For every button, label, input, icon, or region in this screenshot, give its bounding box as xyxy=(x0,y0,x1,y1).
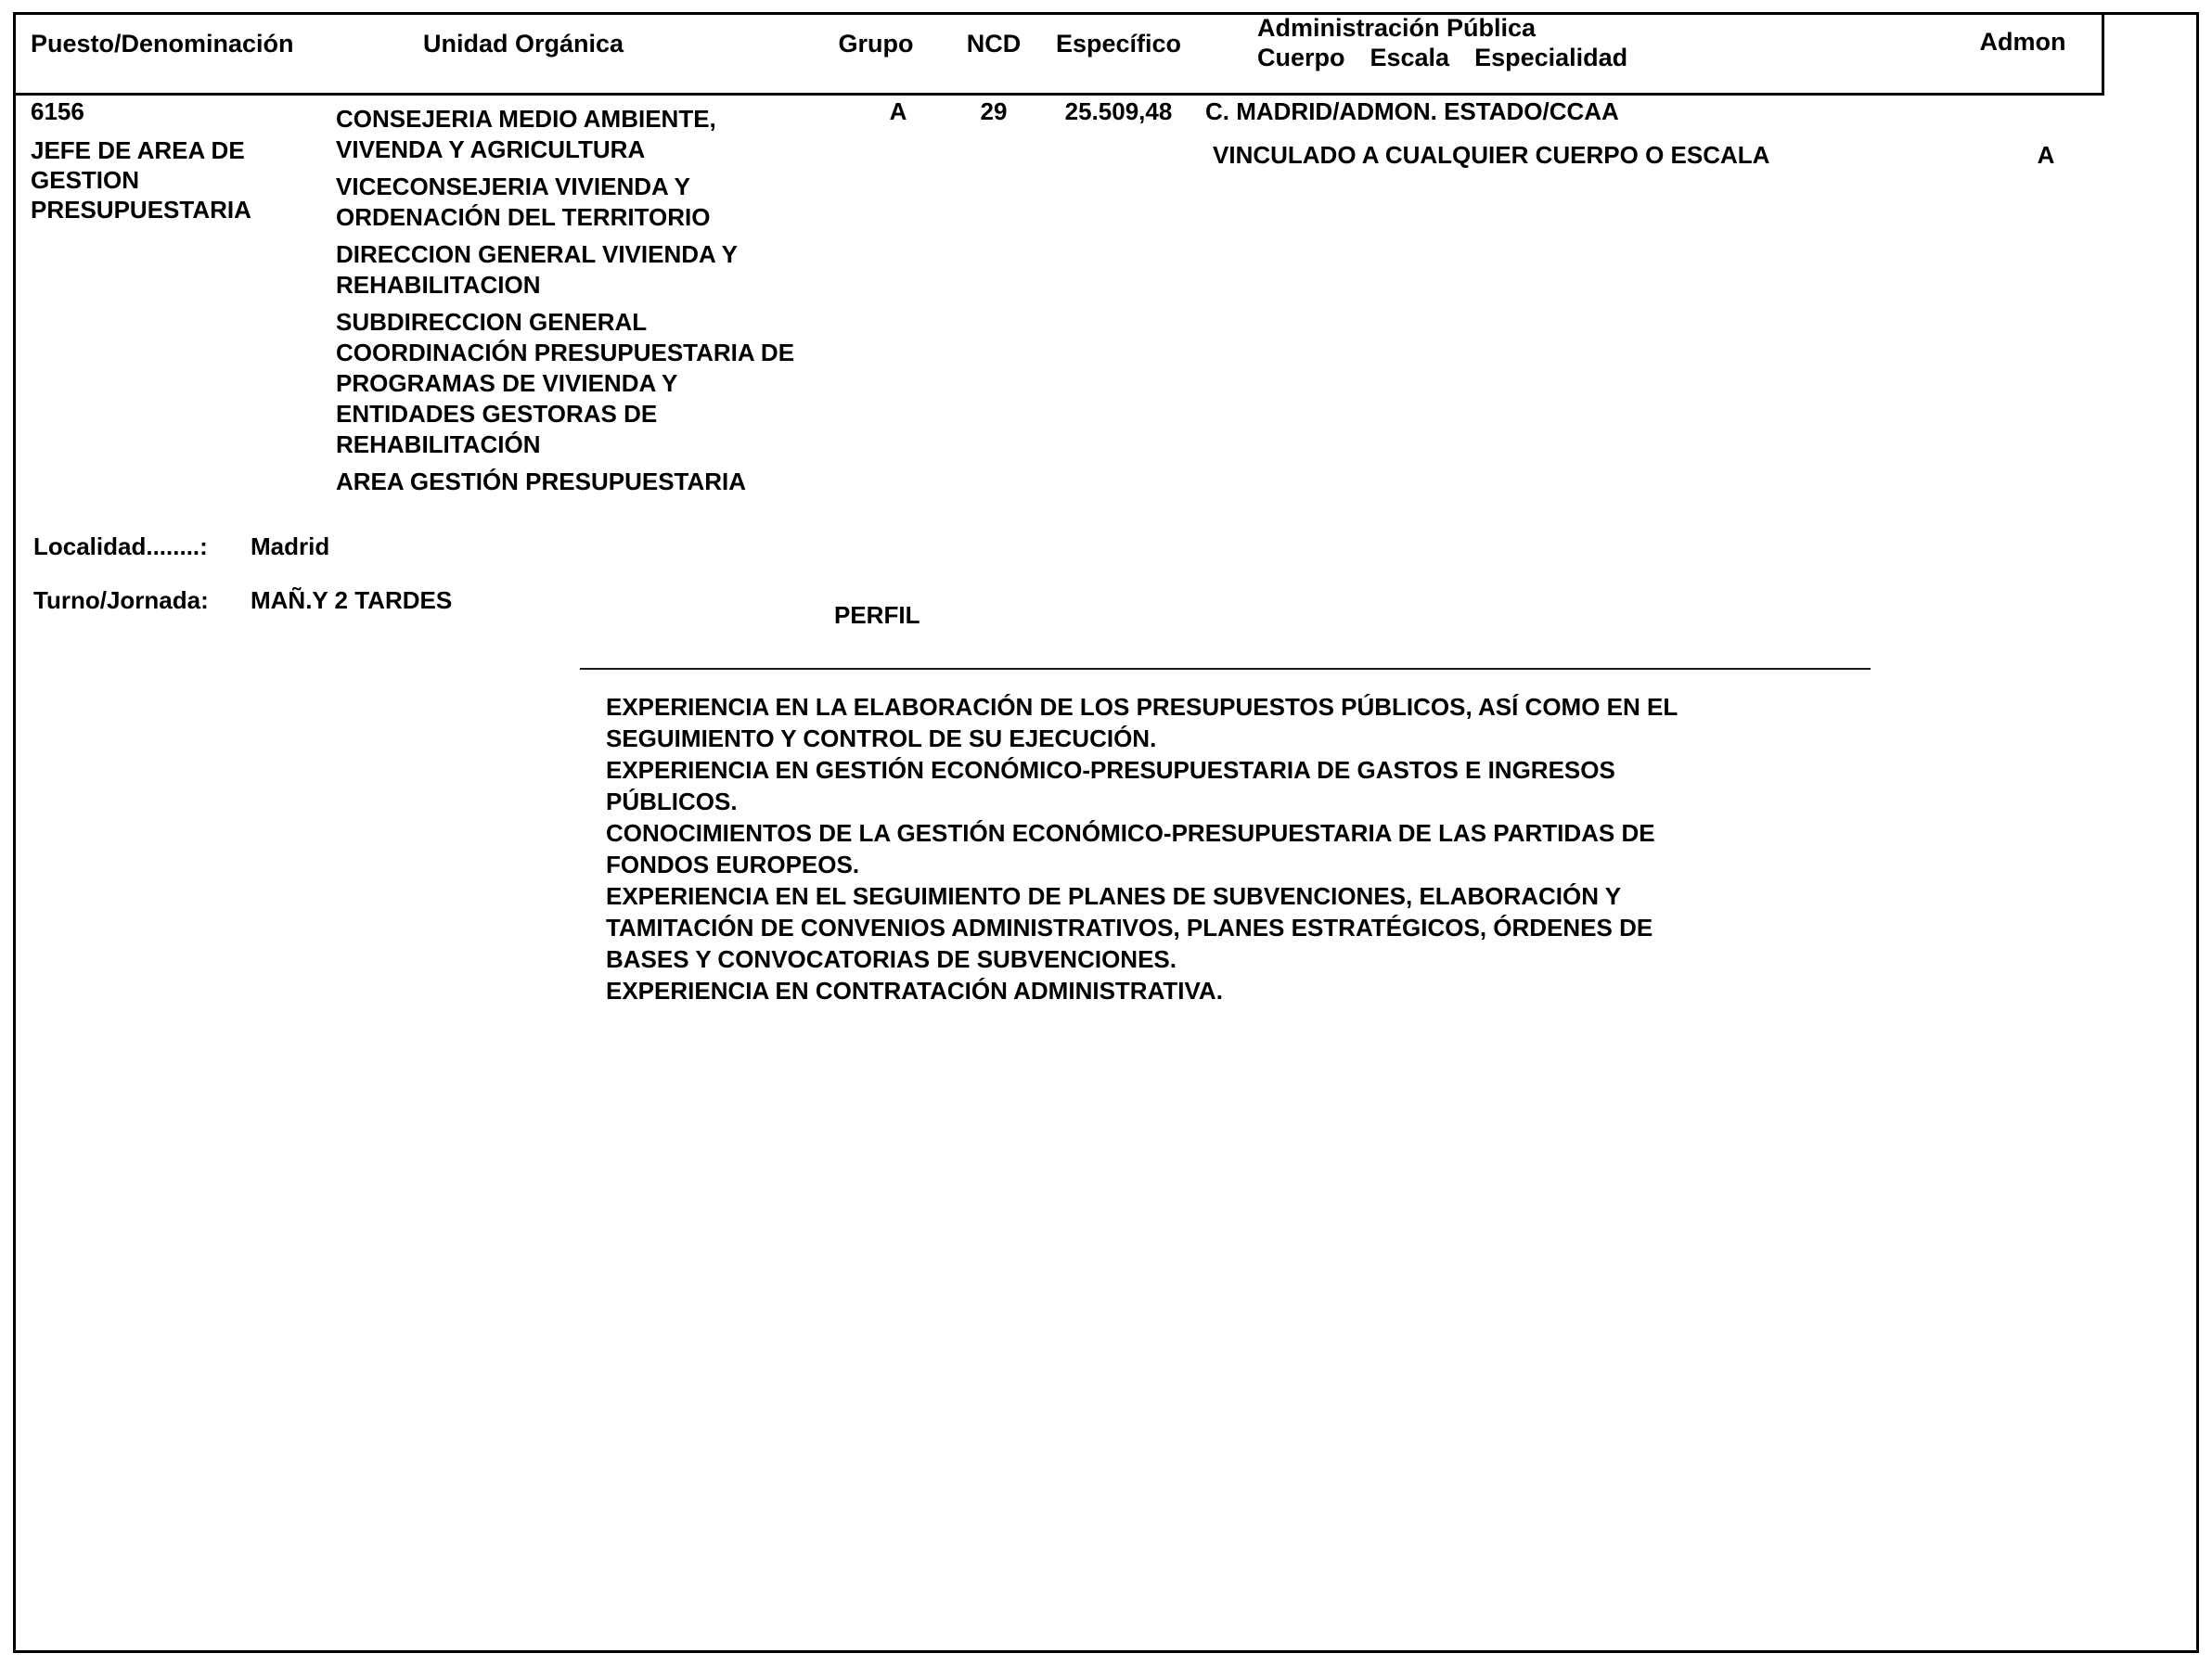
especifico-value: 25.509,48 xyxy=(1064,97,1173,125)
grupo-value: A xyxy=(889,97,907,125)
text-line: EXPERIENCIA EN EL SEGUIMIENTO DE PLANES DE SUBVENCIONES, ELABORACIÓN Y xyxy=(606,882,1622,910)
text-line: PROGRAMAS DE VIVIENDA Y xyxy=(336,369,678,397)
col-header-unidad-organica: Unidad Orgánica xyxy=(423,30,624,58)
col-header-cuerpo: Cuerpo xyxy=(1257,44,1345,71)
text-line: VIVENDA Y AGRICULTURA xyxy=(336,135,646,163)
text-line: ENTIDADES GESTORAS DE xyxy=(336,400,658,428)
col-header-admon: Admon xyxy=(1979,28,2066,56)
col-header-administracion-publica: Administración Pública xyxy=(1257,14,1537,42)
header-right-divider xyxy=(2102,12,2104,96)
organizational-unit xyxy=(336,307,794,460)
col-header-escala: Escala xyxy=(1370,44,1450,71)
vinculacion-value: VINCULADO A CUALQUIER CUERPO O ESCALA xyxy=(1213,141,1770,169)
col-header-especialidad: Especialidad xyxy=(1474,44,1628,71)
admon-value: A xyxy=(2037,141,2055,169)
organizational-unit xyxy=(336,239,794,301)
position-title xyxy=(31,135,251,224)
text-line: CONSEJERIA MEDIO AMBIENTE, xyxy=(336,105,716,133)
text-line: JEFE DE AREA DE xyxy=(31,136,245,164)
text-line: CONOCIMIENTOS DE LA GESTIÓN ECONÓMICO-PRESUPUESTARIA DE LAS PARTIDAS DE xyxy=(606,819,1655,847)
organizational-unit xyxy=(336,104,794,165)
perfil-heading: PERFIL xyxy=(834,601,920,629)
text-line: SUBDIRECCION GENERAL xyxy=(336,308,648,336)
perfil-requirements xyxy=(606,691,1678,1006)
text-line: EXPERIENCIA EN LA ELABORACIÓN DE LOS PRESUPUESTOS PÚBLICOS, ASÍ COMO EN EL xyxy=(606,693,1678,721)
organizational-unit xyxy=(336,172,794,233)
organizational-units xyxy=(336,104,794,504)
organizational-unit xyxy=(336,467,794,497)
position-code: 6156 xyxy=(31,97,84,125)
turno-jornada-value: MAÑ.Y 2 TARDES xyxy=(251,586,453,614)
text-line: FONDOS EUROPEOS. xyxy=(606,851,860,878)
text-line: VICECONSEJERIA VIVIENDA Y xyxy=(336,173,690,200)
turno-jornada-label: Turno/Jornada: xyxy=(33,586,209,614)
text-line: EXPERIENCIA EN GESTIÓN ECONÓMICO-PRESUPUESTARIA DE GASTOS E INGRESOS xyxy=(606,756,1615,784)
text-line: PRESUPUESTARIA xyxy=(31,196,251,224)
text-line: SEGUIMIENTO Y CONTROL DE SU EJECUCIÓN. xyxy=(606,724,1157,752)
text-line: DIRECCION GENERAL VIVIENDA Y xyxy=(336,240,738,268)
header-bottom-rule xyxy=(13,93,2104,96)
administracion-publica-value: C. MADRID/ADMON. ESTADO/CCAA xyxy=(1205,97,1619,125)
text-line: BASES Y CONVOCATORIAS DE SUBVENCIONES. xyxy=(606,945,1177,973)
col-header-especifico: Específico xyxy=(1055,30,1182,58)
text-line: TAMITACIÓN DE CONVENIOS ADMINISTRATIVOS, PLANES ESTRATÉGICOS, ÓRDENES DE xyxy=(606,914,1653,942)
text-line: PÚBLICOS. xyxy=(606,788,738,815)
perfil-rule xyxy=(580,668,1871,670)
localidad-value: Madrid xyxy=(251,532,330,560)
text-line: EXPERIENCIA EN CONTRATACIÓN ADMINISTRATIVA. xyxy=(606,977,1223,1005)
text-line: ORDENACIÓN DEL TERRITORIO xyxy=(336,203,711,231)
text-line: GESTION xyxy=(31,166,140,194)
text-line: REHABILITACION xyxy=(336,271,541,299)
localidad-label: Localidad........: xyxy=(33,532,208,560)
col-header-grupo: Grupo xyxy=(838,30,914,58)
text-line: REHABILITACIÓN xyxy=(336,430,541,458)
col-header-cuerpo-escala-especialidad xyxy=(1257,45,1627,70)
col-header-puesto-denominacion: Puesto/Denominación xyxy=(31,30,294,58)
text-line: COORDINACIÓN PRESUPUESTARIA DE xyxy=(336,339,795,366)
col-header-ncd: NCD xyxy=(966,30,1022,58)
ncd-value: 29 xyxy=(980,97,1008,125)
text-line: AREA GESTIÓN PRESUPUESTARIA xyxy=(336,468,747,495)
